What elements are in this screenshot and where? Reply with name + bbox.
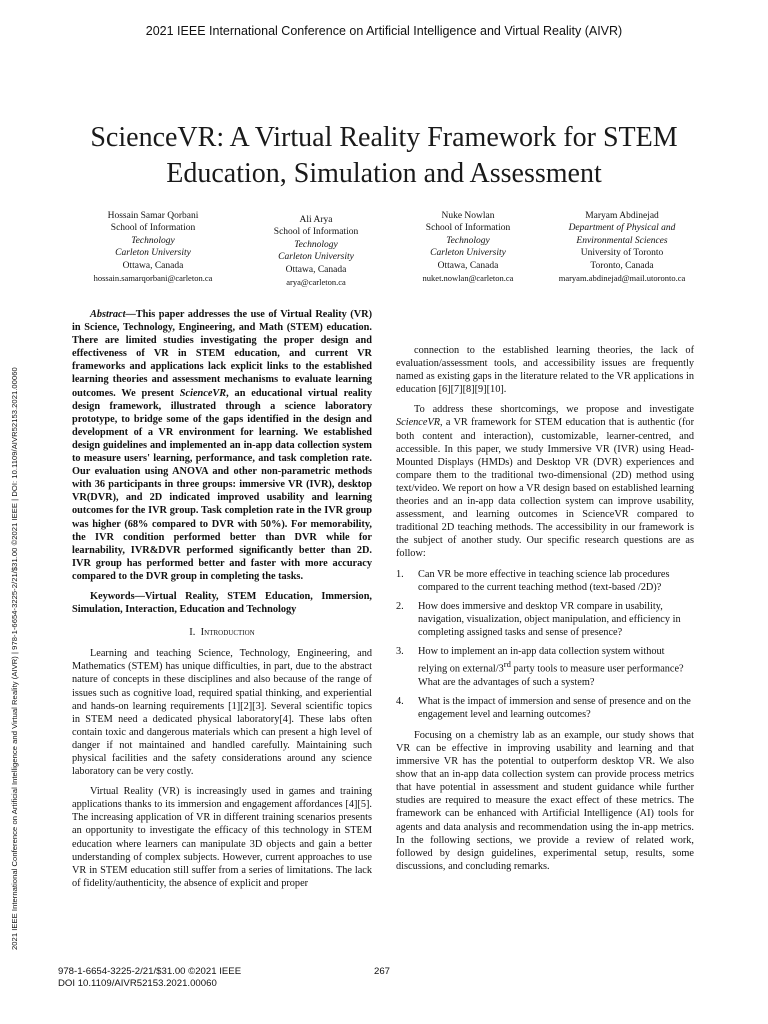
author-dept-2: Technology bbox=[294, 239, 338, 250]
section-heading-introduction bbox=[72, 626, 372, 639]
author-name: Maryam Abdinejad bbox=[585, 211, 659, 221]
section-numeral: I. bbox=[189, 627, 196, 639]
list-item bbox=[396, 568, 694, 594]
author-dept-2: Environmental Sciences bbox=[576, 235, 668, 246]
list-number: 2. bbox=[396, 600, 404, 612]
list-item bbox=[396, 645, 694, 689]
list-text-pre: How to implement an in-app data collection system without relying on external/3 bbox=[418, 645, 665, 675]
footer-isbn: 978-1-6654-3225-2/21/$31.00 ©2021 IEEE bbox=[58, 966, 242, 977]
footer-copyright bbox=[58, 966, 241, 990]
list-item bbox=[396, 695, 694, 721]
author-email: nuket.nowlan@carleton.ca bbox=[422, 273, 514, 284]
author-name: Hossain Samar Qorbani bbox=[107, 211, 199, 221]
list-text: Can VR be more effective in teaching science lab procedures compared to the current teaching method (text-based /2D)? bbox=[418, 568, 670, 593]
author-university: Carleton University bbox=[430, 248, 506, 259]
author-email: maryam.abdinejad@mail.utoronto.ca bbox=[558, 273, 686, 284]
author-block-3 bbox=[394, 210, 542, 284]
conference-header: 2021 IEEE International Conference on Artificial Intelligence and Virtual Reality (AIVR) bbox=[145, 24, 623, 38]
abstract bbox=[72, 308, 372, 583]
abstract-text-1: —This paper addresses the use of Virtual Reality (VR) in Science, Technology, Engineering, and Math (STEM) education. There are limited studies investigating the proper design and effectiveness of VR in STEM education, and current VR frameworks and applications lack explicit links to the established learning theories and assessment mechanisms to evaluate learning outcomes. We present bbox=[72, 309, 372, 399]
author-dept: School of Information bbox=[273, 227, 359, 238]
abstract-framework-name: ScienceVR bbox=[179, 387, 227, 399]
author-dept: Department of Physical and bbox=[568, 223, 676, 234]
list-number: 4. bbox=[396, 695, 404, 707]
list-number: 3. bbox=[396, 645, 404, 657]
side-note bbox=[10, 367, 26, 966]
paper-title bbox=[60, 120, 708, 192]
author-dept-2: Technology bbox=[131, 235, 175, 246]
author-name: Nuke Nowlan bbox=[441, 211, 495, 221]
list-text: How does immersive and desktop VR compare in usability, navigation, visualization, object manipulation, and efficiency in completing assigned tasks and sense of presence? bbox=[418, 600, 681, 638]
author-block-1 bbox=[68, 210, 238, 284]
list-number: 1. bbox=[396, 568, 404, 580]
author-dept: School of Information bbox=[110, 223, 196, 234]
right-paragraph-2-text-b: , a VR framework for STEM education that is authentic (for both content and interaction), customizable, learner-centred, and accessible. In this paper, we study Immersive VR (IVR) using Head-Mounted Displays (HMDs) and Desktop VR (DVR) experiences and compare them to the traditional two-dimensional (2D) method using text/video. We report on how a VR design based on established learning theories and an in-app data collection system can improve usability, assessment, and learning outcomes in ScienceVR compared to traditional 2D teaching methods. The accessibility in our framework is the subject of another study. Our specific research questions are as follow: bbox=[396, 417, 694, 560]
author-university: University of Toronto bbox=[580, 248, 664, 259]
left-column bbox=[72, 308, 372, 897]
author-dept: School of Information bbox=[425, 223, 511, 234]
author-email: hossain.samarqorbani@carleton.ca bbox=[93, 273, 213, 284]
right-paragraph-2 bbox=[396, 403, 694, 560]
author-city: Ottawa, Canada bbox=[437, 260, 499, 271]
author-block-2 bbox=[236, 214, 396, 288]
author-name: Ali Arya bbox=[299, 215, 333, 225]
author-city: Toronto, Canada bbox=[590, 260, 654, 271]
side-note-text: 2021 IEEE International Conference on Artificial Intelligence and Virtual Reality (AIVR) | 978-1-6654-3225-2/21/$31.00 ©2021 IEEE | DOI: 10.1109/AIVR52153.2021.00060 bbox=[10, 367, 19, 950]
title-line-1: ScienceVR: A Virtual Reality Framework for STEM bbox=[90, 122, 678, 153]
right-paragraph-1: connection to the established learning theories, the lack of evaluation/assessment tools, and accessibility issues are frequently named as existing gaps in the literature related to the VR applications in education [6][7][8][9][10]. bbox=[396, 345, 694, 396]
list-item bbox=[396, 600, 694, 639]
section-title: Introduction bbox=[200, 627, 255, 639]
framework-name: ScienceVR bbox=[396, 417, 441, 429]
superscript: rd bbox=[503, 659, 511, 670]
author-block-4 bbox=[538, 210, 706, 284]
list-text: What is the impact of immersion and sense of presence and on the engagement level and learning outcomes? bbox=[418, 695, 691, 720]
author-city: Ottawa, Canada bbox=[122, 260, 184, 271]
author-email: arya@carleton.ca bbox=[286, 277, 346, 288]
right-column bbox=[396, 344, 694, 880]
right-paragraph-2-text-a: To address these shortcomings, we propose and investigate bbox=[414, 404, 694, 416]
title-line-2: Education, Simulation and Assessment bbox=[166, 158, 602, 189]
author-dept-2: Technology bbox=[446, 235, 490, 246]
author-city: Ottawa, Canada bbox=[285, 264, 347, 275]
intro-paragraph-2: Virtual Reality (VR) is increasingly used in games and training applications thanks to its immersion and engagement affordances [4][5]. The increasing application of VR in different training scenarios presents an opportunity to investigate the efficacy of this technology in STEM education where learners can manipulate 3D objects and gain a better understanding of complex subjects. However, current approaches to use VR in STEM education still suffer from a series of limitations. The lack of fidelity/authenticity, the absence of explicit and proper bbox=[72, 786, 372, 889]
list-text-post: party tools to measure user performance? What are the advantages of such a system? bbox=[418, 663, 684, 688]
right-paragraph-3: Focusing on a chemistry lab as an example, our study shows that VR can be effective in improving usability and learning and that immersive VR has the potential to outperform desktop VR. We also show that an in-app data collection system can provide process metrics that have potential in assessment and student guidance while further studies are required to measure the exact effect of these metrics. The framework can be enhanced with Artificial Intelligence (AI) tools for agents and data analysis and recommendation using the in-app metrics. In the following sections, we provide a review of related work, followed by design guidelines, experimental setup, results, some discussions, and concluding remarks. bbox=[396, 729, 694, 872]
abstract-lead: Abstract bbox=[90, 309, 126, 320]
page-number: 267 bbox=[374, 966, 391, 977]
footer-doi: DOI 10.1109/AIVR52153.2021.00060 bbox=[58, 978, 217, 989]
author-university: Carleton University bbox=[278, 252, 354, 263]
list-text bbox=[418, 645, 694, 689]
abstract-text-2: , an educational virtual reality design framework, illustrated through a science laboratory prototype, to bridge some of the gaps identified in the design and development of a VR environment for learning. We established design guidelines and implemented an in-app data collection system to measure users' learning, performance, and task completion rate. Our evaluation using ANOVA and other non-parametric methods with 36 participants in three groups: immersive VR (IVR), desktop VR(DVR), and 2D indicated improved usability and learning outcomes for the IVR group. Task completion rate in the IVR group was higher (68% compared to DVR with 50%). For memorability, the IVR condition performed better than DVR while for learnability, IVR&DVR performed significantly better than 2D. IVR group has performed better and faster with more accuracy compared to the DVR group in completing the tasks. bbox=[72, 387, 372, 582]
research-questions-list bbox=[396, 568, 694, 721]
keywords: Keywords—Virtual Reality, STEM Education, Immersion, Simulation, Interaction, Education and Technology bbox=[72, 590, 372, 616]
author-university: Carleton University bbox=[115, 248, 191, 259]
intro-paragraph-1: Learning and teaching Science, Technology, Engineering, and Mathematics (STEM) has unique difficulties, in part, due to the abstract nature of concepts in these disciplines and also because of the range of issues such as cognitive load, required spatial thinking, and experiential and hands-on learning requirements [1][2][3]. Several scientific topics in STEM need a dedicated physical laboratory[4]. These labs often contain toxic and dangerous materials which can present a high level of danger if not maintained and handled carefully. Maintaining such physical facilities and the safety considerations around any science laboratory can be very costly. bbox=[72, 648, 372, 778]
